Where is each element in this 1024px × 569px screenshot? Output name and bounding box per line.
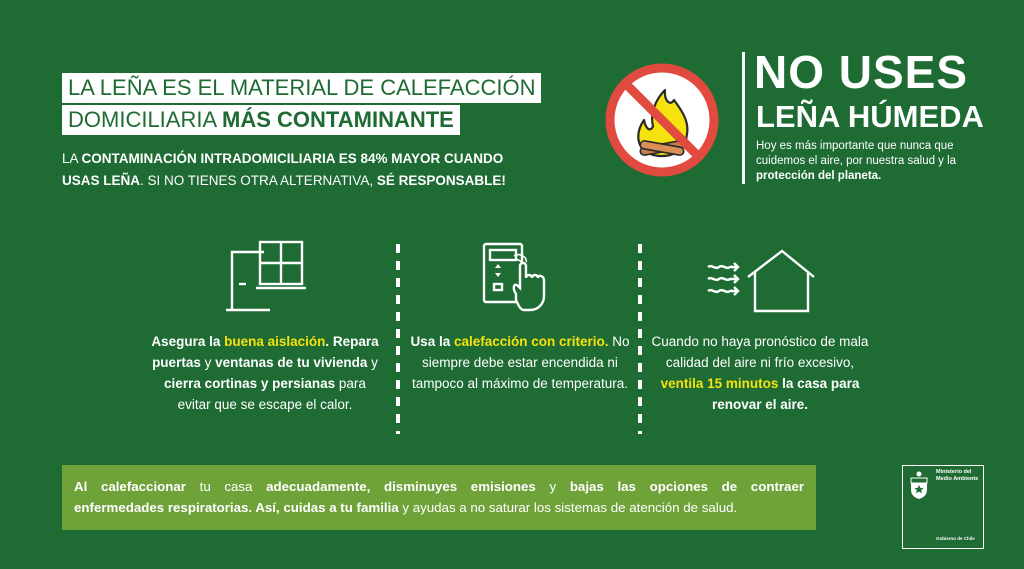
tip-text: para evitar que se escape el calor. xyxy=(177,376,366,412)
tip-text-bold: Asegura la xyxy=(151,334,225,349)
sign-text-regular: Hoy es más importante que nunca que cuidemos el aire, por nuestra salud y la xyxy=(756,140,957,167)
tip-text-bold: Usa la xyxy=(410,334,454,349)
tip-highlight: calefacción con criterio. xyxy=(453,334,609,349)
title-line-2-bold: MÁS CONTAMINANTE xyxy=(222,107,454,132)
tip-text-bold: la casa para renovar el aire. xyxy=(711,376,860,412)
bottom-text: tu casa xyxy=(185,479,267,494)
tip-text: Cuando no haya pronóstico de mala calidad del aire ni frío excesivo, xyxy=(651,334,869,370)
column-divider xyxy=(638,244,642,434)
no-fire-icon xyxy=(603,50,721,186)
intro-part: . SI NO TIENES OTRA ALTERNATIVA, xyxy=(140,173,377,188)
tip-text-bold: cierra cortinas y persianas xyxy=(164,376,336,391)
logo-title: Ministerio del Medio Ambiente xyxy=(936,469,979,482)
tip-text-bold: . Repara puertas xyxy=(152,334,379,370)
bottom-line-2 xyxy=(74,497,804,518)
bottom-text: y xyxy=(535,479,570,494)
tip-insulation xyxy=(150,331,380,415)
bottom-text-bold: adecuadamente, disminuyes emisiones xyxy=(266,479,536,494)
intro-bold: CONTAMINACIÓN INTRADOMICILIARIA ES 84% MAYOR CUANDO USAS LEÑA xyxy=(62,151,504,188)
bottom-line-1 xyxy=(74,476,804,497)
thermostat-icon xyxy=(480,240,560,312)
logo-footer: Gobierno de Chile xyxy=(936,536,975,541)
bottom-text: y ayudas a no saturar los sistemas de atención de salud. xyxy=(398,500,738,515)
sign-divider xyxy=(742,52,745,184)
bottom-text-bold: Al calefaccionar xyxy=(74,479,186,494)
ventilate-house-icon xyxy=(704,247,816,315)
tip-ventilate xyxy=(650,331,870,415)
tip-text-bold: ventanas de tu vivienda xyxy=(215,355,368,370)
bottom-text-bold: enfermedades respiratorias. Así, cuidas a tu familia xyxy=(74,500,399,515)
tip-highlight: buena aislación xyxy=(224,334,326,349)
intro-bold: SÉ RESPONSABLE! xyxy=(376,173,506,188)
title-line-1: LA LEÑA ES EL MATERIAL DE CALEFACCIÓN xyxy=(62,73,541,103)
tip-text: y xyxy=(200,355,216,370)
no-uses-headline: NO USES xyxy=(754,46,969,98)
tip-highlight: ventila 15 minutos xyxy=(660,376,779,391)
bottom-banner xyxy=(62,465,816,530)
intro-text xyxy=(62,148,542,192)
intro-part: LA xyxy=(62,151,82,166)
tip-text: No siempre debe estar encendida ni tampoco al máximo de temperatura. xyxy=(411,334,630,391)
door-window-icon xyxy=(224,240,306,312)
coat-of-arms-icon xyxy=(907,470,931,500)
column-divider xyxy=(396,244,400,434)
bottom-text-bold: bajas las opciones de contraer xyxy=(569,479,805,494)
tip-text: y xyxy=(367,355,378,370)
sign-text xyxy=(756,139,992,184)
lena-humeda-headline: LEÑA HÚMEDA xyxy=(756,99,984,134)
sign-text-bold: protección del planeta. xyxy=(756,170,882,182)
title-line-2 xyxy=(62,105,460,135)
tip-heating-criteria xyxy=(410,331,630,394)
ministry-logo xyxy=(902,465,984,549)
title-line-2-text: DOMICILIARIA xyxy=(68,107,223,132)
